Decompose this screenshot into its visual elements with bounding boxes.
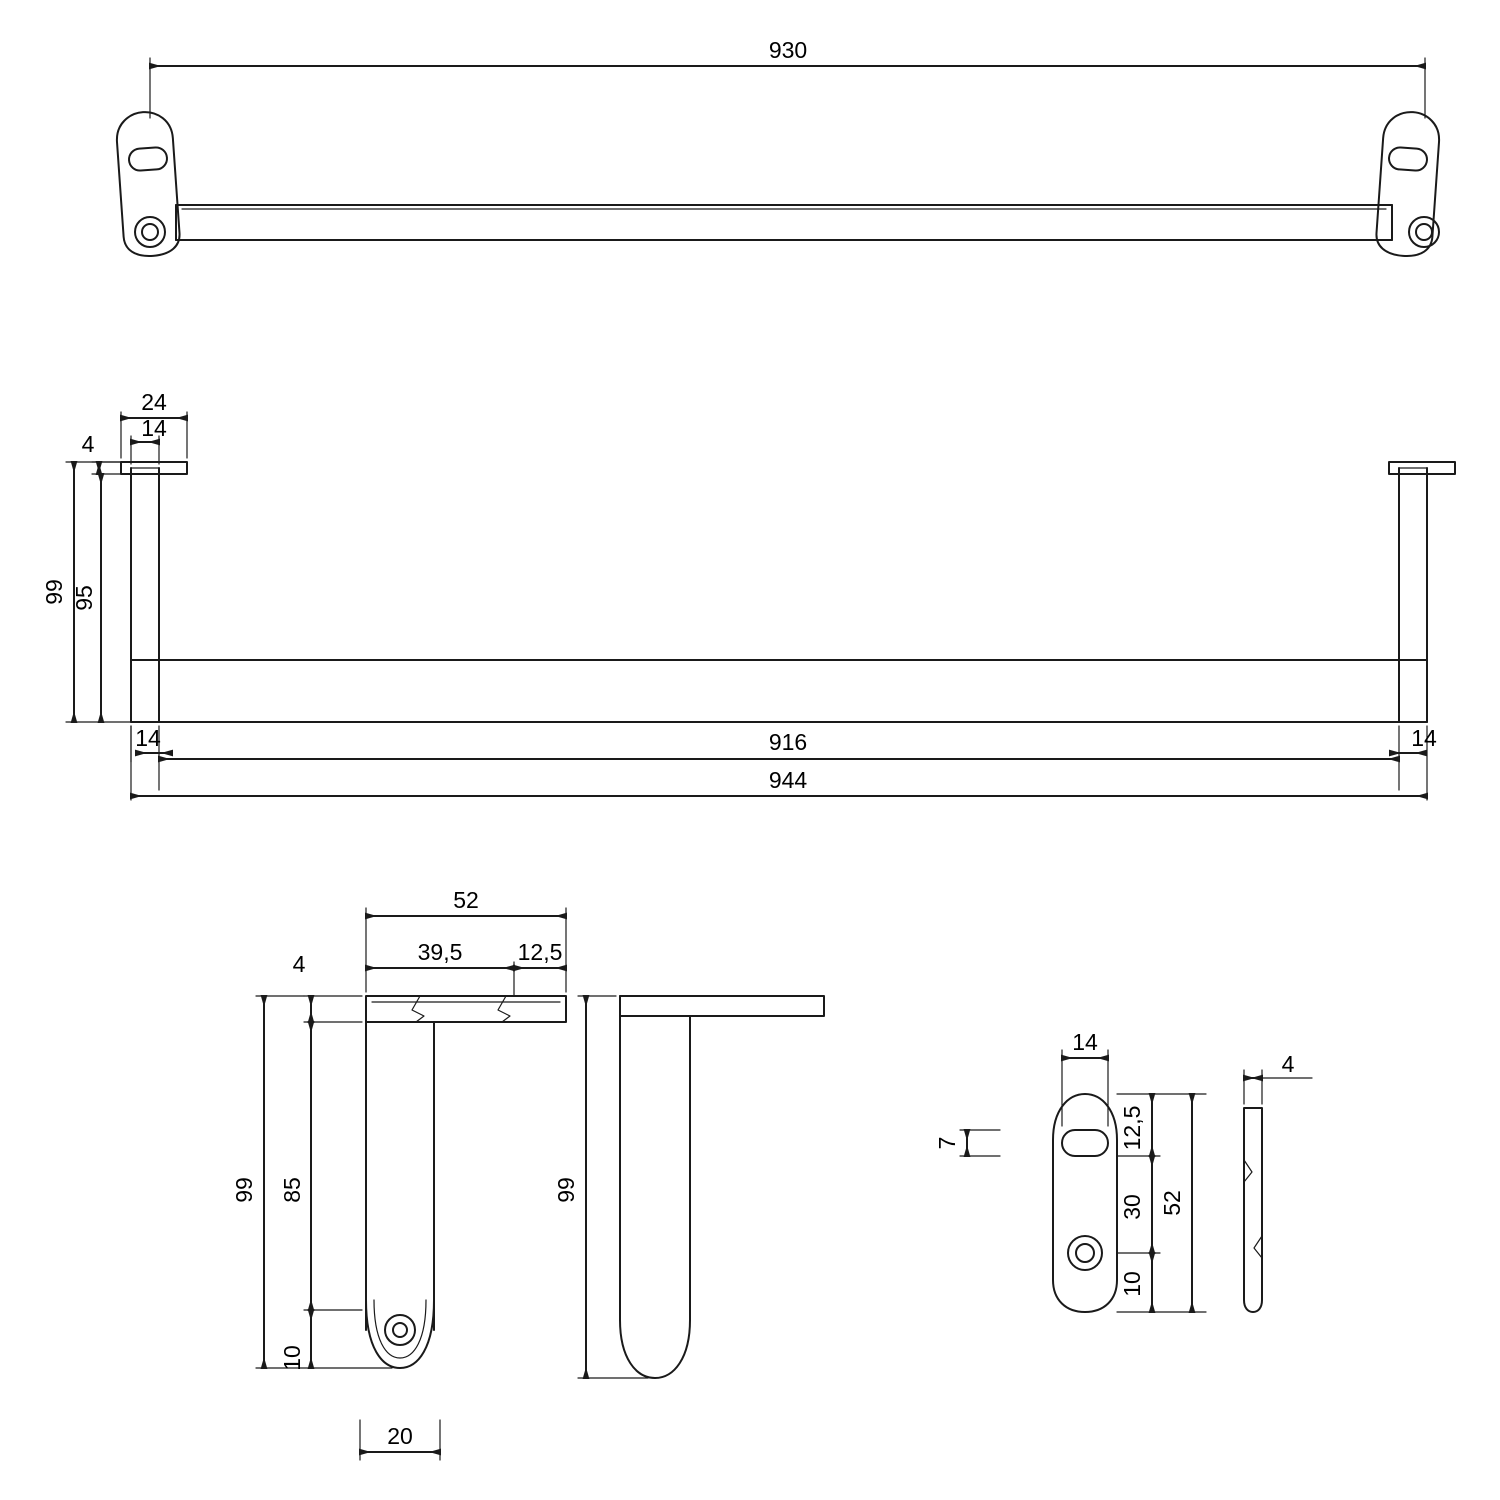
dim-label-95-front: 95 — [71, 585, 97, 611]
side-view-bracket-2 — [620, 996, 824, 1378]
dim-label-20-foot: 20 — [387, 1423, 413, 1449]
dim-label-7-plate: 7 — [934, 1136, 960, 1150]
top-view — [115, 110, 1441, 258]
dim-top-930 — [150, 58, 1425, 118]
dim-label-10-bracket: 10 — [279, 1345, 305, 1371]
front-view — [121, 462, 1455, 722]
dim-label-85-bracket: 85 — [279, 1177, 305, 1203]
dim-plate-front — [960, 1050, 1206, 1312]
dim-label-10-plate: 10 — [1119, 1271, 1145, 1297]
dim-label-24: 24 — [141, 389, 167, 415]
dim-label-916: 916 — [768, 729, 808, 755]
dim-label-99-front: 99 — [41, 579, 67, 605]
dim-label-4-bracket: 4 — [292, 951, 306, 977]
dim-label-14-plate: 14 — [1072, 1029, 1098, 1055]
dim-label-4-plate: 4 — [81, 431, 95, 457]
dim-label-99-bracket: 99 — [231, 1177, 257, 1203]
plate-front-view — [1053, 1094, 1117, 1312]
dim-label-30-plate: 30 — [1119, 1194, 1145, 1220]
dim-label-14-right: 14 — [1411, 725, 1437, 751]
dim-label-39-5: 39,5 — [417, 939, 463, 965]
dim-label-top-930: 930 — [768, 37, 808, 63]
dim-front — [66, 412, 1427, 800]
dim-label-52-plate: 52 — [1159, 1190, 1185, 1216]
dim-label-14-left: 14 — [135, 725, 161, 751]
dim-bracket-2 — [578, 996, 648, 1378]
dim-label-14-tube: 14 — [141, 415, 167, 441]
dim-label-4-plate-edge: 4 — [1281, 1051, 1295, 1077]
dim-label-12-5-plate: 12,5 — [1119, 1105, 1145, 1151]
plate-edge-view — [1244, 1108, 1262, 1312]
side-view-bracket — [366, 996, 566, 1368]
dim-label-99-bracket-2: 99 — [553, 1177, 579, 1203]
dim-label-52-bracket: 52 — [453, 887, 479, 913]
dim-label-12-5-bracket: 12,5 — [517, 939, 563, 965]
dim-label-944: 944 — [768, 767, 808, 793]
dim-plate-edge — [1244, 1070, 1312, 1104]
